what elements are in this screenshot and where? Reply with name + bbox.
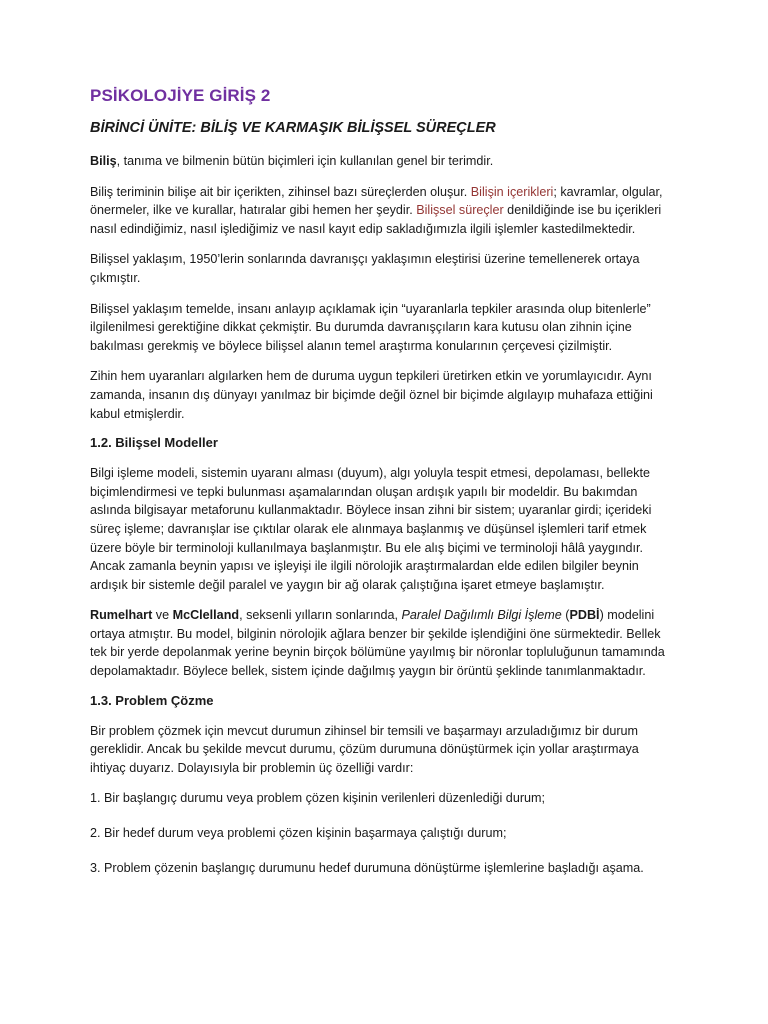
list-item-3: 3. Problem çözenin başlangıç durumunu hedef durumuna dönüştürme işlemlerine başladığı aşama. — [90, 860, 644, 875]
paragraph-5: Zihin hem uyaranları algılarken hem de duruma uygun tepkileri üretirken etkin ve yorumlayıcıdır. Aynı zamanda, insanın dış dünyayı yanılmaz bir biçimde değil öznel bir biçimde algılayıp muhafaza ettiğini kabul etmişlerdir. — [90, 369, 653, 421]
highlight-bilisin-icerikleri: Bilişin içerikleri — [470, 184, 554, 199]
term-bilis: Biliş — [90, 154, 117, 168]
paragraph-1: Biliş, tanıma ve bilmenin bütün biçimleri için kullanılan genel bir terimdir. — [90, 154, 494, 168]
document-title: PSİKOLOJİYE GİRİŞ 2 — [90, 86, 271, 105]
paragraph-3: Bilişsel yaklaşım, 1950’lerin sonlarında davranışçı yaklaşımın eleştirisi üzerine temellenerek ortaya çıkmıştır. — [90, 252, 640, 285]
author-rumelhart: Rumelhart — [90, 608, 153, 623]
author-mcclelland: McClelland — [172, 608, 240, 623]
paragraph-8: Bir problem çözmek için mevcut durumun zihinsel bir temsili ve başarmayı arzuladığımız bir durum gereklidir. Ancak bu şekilde mevcut durumu, çözüm durumuna dönüştürmek için yollar araştırmaya ihtiyaç duyarız. Dolayısıyla bir problemin üç özelliği vardır: — [90, 723, 639, 775]
unit-title: BİRİNCİ ÜNİTE: BİLİŞ VE KARMAŞIK BİLİŞSEL SÜREÇLER — [90, 120, 496, 136]
paragraph-4: Bilişsel yaklaşım temelde, insanı anlayıp açıklamak için “uyaranlarla tepkiler arasında olup bitenlerle” ilgilenilmesi gerektiğine dikkat çekmiştir. Bu durumda davranışçıların kara kutusu olan zihnin içine bakılması gerekmiş ve böylece bilişsel alanın temel araştırma konularının çerçevesi çizilmiştir. — [90, 301, 651, 353]
model-abbr: PDBİ — [569, 608, 600, 623]
section-heading-1-2: 1.2. Bilişsel Modeller — [90, 435, 218, 451]
list-item-1: 1. Bir başlangıç durumu veya problem çözen kişinin verilenleri düzenlediği durum; — [90, 791, 546, 806]
paragraph-2: Biliş teriminin bilişe ait bir içerikten, zihinsel bazı süreçlerden oluşur. Bilişin içerikleri; kavramlar, olgular, önermeler, ilke ve kurallar, hatıralar gibi hemen her şeydir. Bilişsel süreçler denildiğinde ise bu içerikleri nasıl edindiğimiz, nasıl işlediğimiz ve nasıl kayıt edip sakladığımızla ilgili işlemler kastedilmektedir. — [90, 184, 663, 236]
list-item-2: 2. Bir hedef durum veya problemi çözen kişinin başarmaya çalıştığı durum; — [90, 826, 507, 841]
section-heading-1-3: 1.3. Problem Çözme — [90, 692, 214, 708]
paragraph-7: Rumelhart ve McClelland, seksenli yılların sonlarında, Paralel Dağılımlı Bilgi İşleme (PDBİ) modelini ortaya atmıştır. Bu model, bilginin nörolojik ağlara benzer bir şekilde işlendiğini öne sürmektedir. Bellek tek bir yerde depolanmak yerine beynin birçok bölümüne yayılmış bir nöronlar topluluğunun tamamında depolamaktadır. Böylece bellek, sistem içinde dağılmış yaygın bir örüntü şeklinde tanımlanmaktadır. — [90, 608, 665, 679]
highlight-bilissel-surecler: Bilişsel süreçler — [416, 203, 504, 218]
paragraph-6: Bilgi işleme modeli, sistemin uyaranı alması (duyum), algı yoluyla tespit etmesi, depolaması, bellekte biçimlendirmesi ve tepki bulunması aşamalarından oluşan ardışık yapılı bir modeldir. Bu bakımdan aslında bilgisayar metaforunu kullanmaktadır. Böylece insan zihni bir sistem; uyaranlar girdi; içerideki süreç işleme; davranışlar ise çıktılar olarak ele alınmaya başlanmış ve düşünsel işlemleri tarif etmek üzere böyle bir terminoloji kullanılmaya başlanmıştır. Bu ele alış biçimi ve terminoloji hâlâ yaygındır. Ancak zamanla beynin yapısı ve işleyişi ile ilgili nörolojik araştırmalardan elde edilen bilgiler beynin ardışık bir sistemle değil paralel ve yaygın bir ağ olarak çalıştığına işaret etmeye başlamıştır. — [90, 466, 652, 592]
model-name: Paralel Dağılımlı Bilgi İşleme — [401, 608, 562, 623]
